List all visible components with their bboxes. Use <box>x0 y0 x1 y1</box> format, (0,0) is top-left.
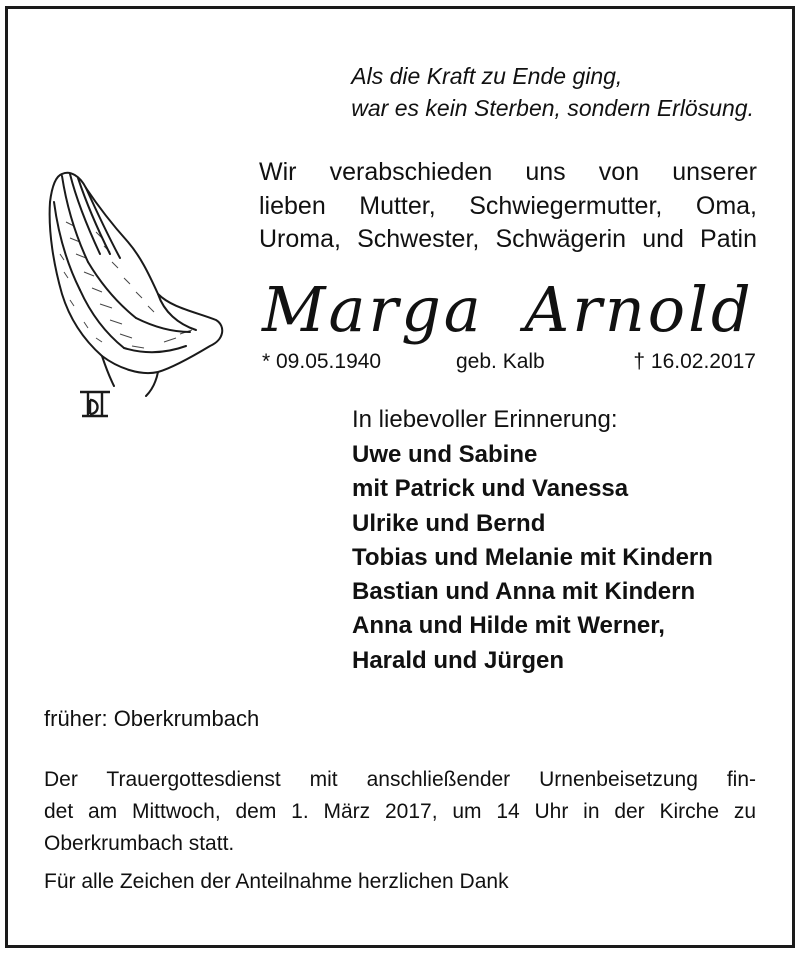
mourner-line: mit Patrick und Vanessa <box>352 475 629 503</box>
motto-line: war es kein Sterben, sondern Erlösung. <box>351 95 754 121</box>
mourner-line: Harald und Jürgen <box>352 646 565 674</box>
death-date: † 16.02.2017 <box>633 350 756 373</box>
praying-hands-icon <box>40 162 230 422</box>
intro-text <box>259 156 757 257</box>
mourners-heading: In liebevoller Erinnerung: <box>352 406 618 433</box>
mourner-line: Tobias und Melanie mit Kindern <box>352 543 713 571</box>
origin-text: früher: Oberkrumbach <box>44 706 260 731</box>
intro-line: lieben Mutter, Schwiegermutter, Oma, <box>259 191 757 220</box>
mourner-line: Anna und Hilde mit Werner, <box>352 612 665 640</box>
intro-line: Uroma, Schwester, Schwägerin und Patin <box>259 225 757 253</box>
motto-quote <box>351 60 754 124</box>
mourner-line: Ulrike und Bernd <box>352 509 546 537</box>
thanks-text: Für alle Zeichen der Anteilnahme herzlichen Dank <box>44 870 509 893</box>
deceased-name: Marga Arnold <box>262 273 754 346</box>
intro-line: Wir verabschieden uns von unserer <box>259 158 757 186</box>
service-line: Der Trauergottesdienst mit anschließender Urnenbeisetzung fin- <box>44 768 756 791</box>
life-dates <box>262 346 756 378</box>
service-line: det am Mittwoch, dem 1. März 2017, um 14 Uhr in der Kirche zu <box>44 800 756 823</box>
birth-date: * 09.05.1940 <box>262 350 382 373</box>
mourners-list <box>352 438 713 678</box>
service-line: Oberkrumbach statt. <box>44 832 235 855</box>
mourner-line: Uwe und Sabine <box>352 441 538 468</box>
service-announcement <box>44 764 756 860</box>
maiden-name: geb. Kalb <box>456 350 545 373</box>
motto-line: Als die Kraft zu Ende ging, <box>351 63 623 89</box>
mourner-line: Bastian und Anna mit Kindern <box>352 578 696 606</box>
